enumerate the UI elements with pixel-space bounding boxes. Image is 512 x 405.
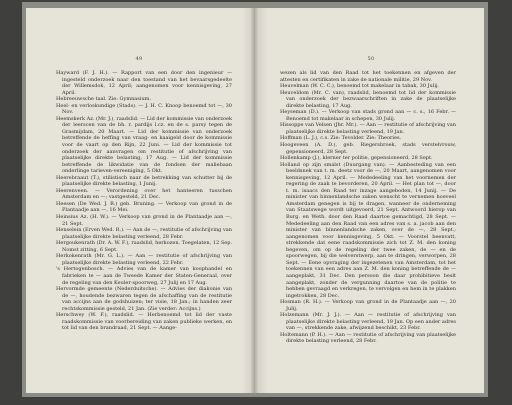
- index-entry: Heemskerk Az. (Mr. J.), raadslid. — Lid der kommissie van onderzoek der leerscen van de bh. r. pardijs l.cz. en de s. parsy tegen de Grasmijdam, 20 Maart. — Lid der kommissie van onderzoek betreffende de heffing van vraag- en kaaigeld door de kommissie voor de vaart op den Rijn, 22 Juni. — Lid der kommissie tot onderzoek der aanvragen om restitutie of afschrijving van plaatselijke direkte belasting, 17 Aug. — Lid der kommissie betreffende de likwidatie van de fondsen der maliebaan onderlinge tarieven-vereeniging, 5 Okt.: [56, 115, 232, 175]
- left-page: [26, 8, 252, 393]
- index-entry: Herkokenrath (Mr. G. L.). — Aan — restitutie of afschrijving van plaatselijke direkte belasting verleend, 22 Febr.: [56, 253, 232, 266]
- index-entry: Hergoukenrath (Dr. A. W. F.), raadslid, herkozen. Toegelaten, 12 Sep. Nomst zitting, 6 Sept.: [56, 240, 232, 253]
- index-entry: Hebreeuwsche taal. Zie: Gymnasium.: [56, 96, 151, 103]
- index-entry: Holtemann (P. H.). — Aan — restitutie of afschrijving van plaatselijke direkte belasting verleend, 28 Febr.: [280, 331, 456, 345]
- index-entry: Holzemann (Mr. J. J.). — Aan — restitutie of afschrijving van plaatselijke direkte belasting verleend, 19 Jan. Op een ander adres van —, strekkende zake, afwijzend beschikt, 23 Febr.: [280, 312, 456, 332]
- continued-entry: wezen als lid van den Raad tot het toekennen en afgeven der attesten en certifikaten in zake de nationale militie, 29 Nov.: [280, 70, 456, 83]
- index-entry: Heinsius Az. (H. W.). — Verkoop van grond in de Plantaadje aan —, 21 Sept.: [56, 214, 232, 227]
- index-entry: Heesen (De Wed. J. B.) geb. Bruning. — Verkoop van grond in de Plantaadje aan —, 16 Mei.: [56, 200, 232, 214]
- left-page-text: [26, 70, 252, 332]
- index-entry: 's Hertogenbosch. — Advies van de kamer van koophandel en fabrieken te — aan de Tweede Kamer der Staten-Generaal, over de regeling van den Keuler-spoorweg, 27 Julij en 17 Aug.: [56, 266, 232, 286]
- index-entry: Hoffman (L. J.), c.s. Zie: Tevolder. Zie: Theories.: [280, 135, 402, 142]
- index-entry: Hayward (F. J. H.). — Rapport van een door den ingenieur — ingesteld onderzoek naar den toestand van het bevaarsgedeelte der Willemsdok, 12 April; aangenomen voor kennisgeving, 27 April.: [56, 70, 232, 96]
- index-entry: Hervormde gemeente (Nederduitsche). — Advies der diakonie van de —, houdende bezwaren tegen de afschaffing van de restitutie van accijns aan de godshuizen; ter visie, 18 Jan.; in handen zeer rechtskommissie gesteld, 21 Jan. (Zie verder: Accijns.): [56, 286, 232, 312]
- index-entry: Hollenkamp (J.), klerner ter politie, gepensioneerd, 28 Sept.: [280, 155, 433, 162]
- index-entry: Heerenveen. — Verordening over het hanteeren tusschen Amsterdam en —; vastgesteld, 21 Dec.: [56, 187, 232, 201]
- open-book: [22, 2, 488, 397]
- left-page-number: 49: [135, 56, 143, 62]
- index-entry: Heyseman (D.). — Verkoop van stads grond aan — c. s., 16 Febr. — Benoemd tot makelaar in schepen, 30 Julij.: [280, 109, 456, 122]
- right-page-number: 50: [367, 56, 375, 62]
- index-entry: Henselein (Erven Wed. R.). — Aan de —, restitutie of afschrijving van plaatselijke direkte belasting verleend, 28 Febr.: [56, 227, 232, 240]
- index-entry: Hoogeveen (A. D.), geb. Riegersbroek, stads verstelvrouw, gepensioneerd, 28 Sept.: [280, 142, 456, 155]
- index-entry: Hosman (R. H.). — Verkoop van grond in de Plantaadje aan —, 20 Julij.: [280, 299, 456, 312]
- index-entry: Holland op zijn smalst (Duurgang van). — Aanbesteding van een beeldsnek van t. m. deetz voor de —, 20 Maart, aangenomen voor kennisgeving, 12 April. — Mededeeling van het voornemen der regering de zaak te bevorderen, 20 April. — Het plan tot —, door t. m. isaacs den Raad ter inzage aangeboden, 14 Junij. — De minister van binnenlandsche zaken wenscht te vernemen hoeveel Amsterdam genegen is bij te dragen, wanneer de onderneming van Staatswege wordt uitgevoerd, 21 Sept. Antwoord hierop van Burg. en Weth. door den Raad daartoe gemachtigd, 28 Sept. — Mededeeling aan den Raad van een adres van s. a. jacob aan den minister van binnenlandsche zaken, over de —, 28 Sept.; aangenomen voor kennisgeving, 5 Okt. — Voorstel beenvatt, strekkende dat eene raadskommissie zich tot Z. M. den koning begeven, om op de regeling der twee zaken, de — en de spoorwegen, bij die welverstwerp, aan te dringen, verworpen, 28 Sept. — Eene opvraging der ingezetenen van Amsterdam, tot het toekennen van een adres aan Z. M. den koning betreffende de — aangeplakt, 31 Dec. Den persoon die daar prohibitieve beslt aangeplakt, zonder de vergunning daartoe van de politie te hebben gevraagd en verkregen, te vervolgen en hem in te plakken ingetrokken, 28 Dec.: [280, 161, 456, 299]
- index-entry: Heuvelman (W. C. C.), benoemd tot makelaar in tabak, 30 Julij.: [280, 83, 440, 90]
- right-page-shadow: [258, 8, 268, 393]
- index-entry: Herschwey (W. F.), raadslid. — Herbenoemd tot lid der vaste raadskommissie van voorbereiding van zaken publieke werken, en tot lid van den brandraad, 21 Sept. — Aange-: [56, 312, 232, 332]
- right-page-text: [258, 70, 484, 345]
- index-entry: Hissoppe van Velsen (Jhr. Mr.). — Aan — restitutie of afschrijving van plaatselijke direkte belasting verleend, 19 Jan.: [280, 122, 456, 135]
- right-page: [258, 8, 484, 393]
- index-entry: Heerebraaut (T.), stilistisch naar de betrekking van schutter bij de plaatselijke direkte belasting, 1 Junij.: [56, 174, 232, 188]
- index-entry: Heuveldom (Mr. C. van), raadslid, benoemd tot lid der kommissie van onderzoek der bezwaarschriften in zake de plaatselijke direkte belasting, 17 Aug.: [280, 89, 456, 109]
- index-entry: Heel- en verloskundige (Stads). — J. H. C. Knoop benoemd tot —, 30 Nov.: [56, 102, 232, 116]
